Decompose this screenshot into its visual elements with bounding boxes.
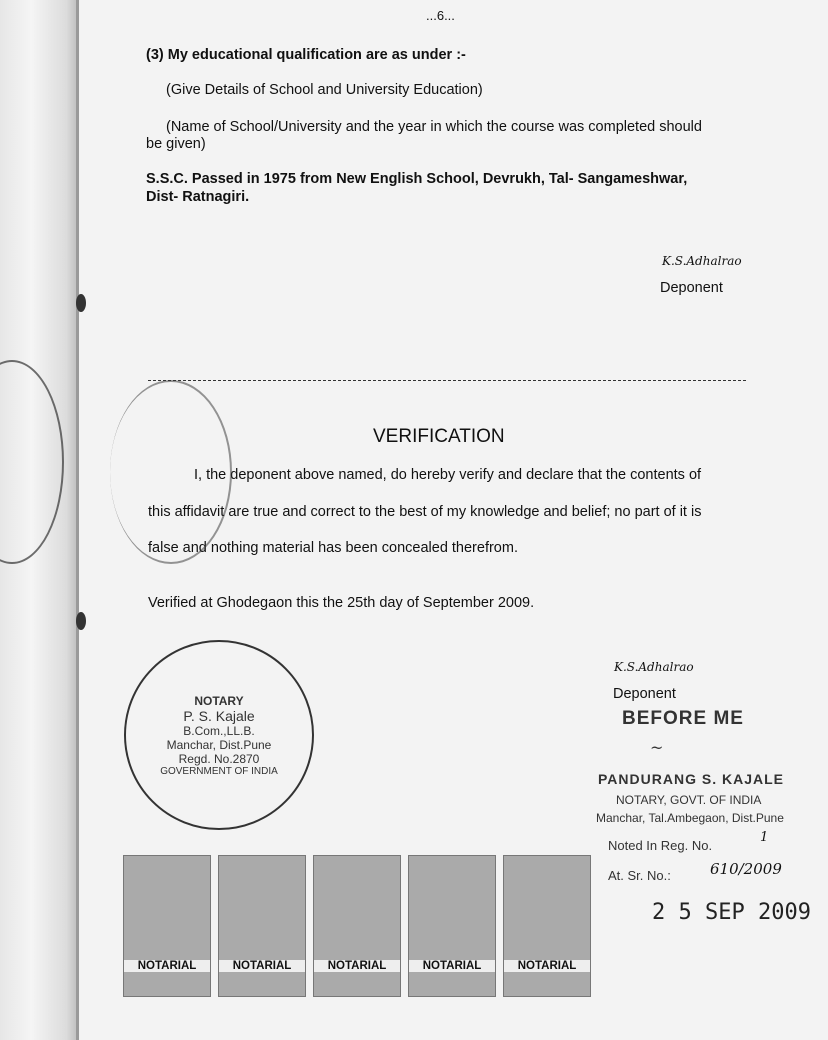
date-stamp: 2 5 SEP 2009	[652, 900, 811, 925]
sr-no-value: 610/2009	[710, 860, 782, 878]
instruction-1: (Give Details of School and University Education)	[166, 82, 483, 98]
divider	[148, 380, 746, 381]
page-edge	[76, 0, 79, 1040]
instruction-2: (Name of School/University and the year in which the course was completed should	[166, 119, 702, 135]
seal-top: NOTARY	[194, 693, 244, 708]
reg-no-label: Noted In Reg. No.	[608, 838, 713, 853]
seal-place: Manchar, Dist.Pune	[166, 737, 272, 752]
punch-hole	[76, 294, 86, 312]
qualification-cont: Dist- Ratnagiri.	[146, 189, 250, 205]
notarial-stamp: NOTARIAL	[123, 855, 211, 997]
seal-bottom: GOVERNMENT OF INDIA	[160, 765, 278, 777]
deponent-signature: K.S.Adhalrao	[662, 254, 742, 268]
notarial-stamp: NOTARIAL	[218, 855, 306, 997]
qualification: S.S.C. Passed in 1975 from New English School, Devrukh, Tal- Sangameshwar,	[146, 171, 688, 187]
deponent-label: Deponent	[613, 686, 676, 702]
notarial-stamp: NOTARIAL	[408, 855, 496, 997]
verification-text: false and nothing material has been concealed therefrom.	[148, 540, 518, 556]
reg-no-value: 1	[760, 830, 769, 845]
seal-regd: Regd. No.2870	[178, 751, 260, 766]
section-heading: (3) My educational qualification are as under :-	[146, 47, 466, 63]
verification-title: VERIFICATION	[373, 426, 505, 447]
instruction-2-cont: be given)	[146, 136, 206, 152]
notary-address: Manchar, Tal.Ambegaon, Dist.Pune	[596, 811, 784, 825]
deponent-signature: K.S.Adhalrao	[614, 660, 694, 674]
deponent-label: Deponent	[660, 280, 723, 296]
sr-no-label: At. Sr. No.:	[608, 868, 671, 883]
notarial-stamp: NOTARIAL	[313, 855, 401, 997]
seal-name: P. S. Kajale	[183, 707, 255, 724]
notary-seal	[124, 640, 314, 830]
page-marker: ...6...	[426, 8, 455, 23]
notarial-stamp: NOTARIAL	[503, 855, 591, 997]
verified-at: Verified at Ghodegaon this the 25th day of September 2009.	[148, 595, 535, 611]
punch-hole	[76, 612, 86, 630]
partial-seal	[110, 380, 232, 564]
notary-signature: ~	[650, 738, 664, 757]
before-me: BEFORE ME	[622, 708, 744, 729]
verification-text: this affidavit are true and correct to the best of my knowledge and belief; no part of it is	[148, 504, 702, 520]
seal-qual: B.Com.,LL.B.	[183, 723, 255, 738]
notary-name: PANDURANG S. KAJALE	[598, 771, 784, 787]
verification-text: I, the deponent above named, do hereby verify and declare that the contents of	[194, 467, 702, 483]
notary-title: NOTARY, GOVT. OF INDIA	[616, 793, 762, 807]
